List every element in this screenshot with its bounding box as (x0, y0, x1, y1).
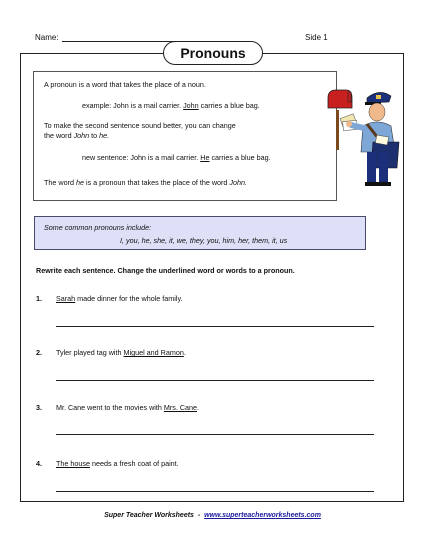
question-3-underlined: Mrs. Cane (163, 403, 198, 412)
conclusion-text (44, 178, 247, 187)
question-1-number: 1. (36, 294, 42, 303)
question-3-number: 3. (36, 403, 42, 412)
question-1-after: made dinner for the whole family. (75, 294, 183, 303)
footer (0, 512, 425, 519)
question-3-after: . (197, 403, 200, 412)
question-3-text (56, 403, 199, 412)
question-2-text (56, 348, 186, 357)
conclusion-italic-he: he (75, 178, 84, 187)
question-2-after: . (183, 348, 186, 357)
example-sentence (82, 101, 260, 110)
question-1-text (56, 294, 183, 303)
answer-line-2[interactable] (56, 380, 374, 381)
question-4-after: needs a fresh coat of paint. (89, 459, 179, 468)
new-suffix: carries a blue bag. (209, 153, 271, 162)
improve-line-2 (44, 131, 109, 140)
footer-separator: - (193, 512, 205, 519)
conclusion-a: The word (44, 178, 76, 187)
example-underlined: John (183, 101, 199, 110)
footer-url-link[interactable]: www.superteacherworksheets.com (204, 512, 321, 519)
question-4-number: 4. (36, 459, 42, 468)
question-2-before: Tyler played tag with (56, 348, 124, 357)
question-2-number: 2. (36, 348, 42, 357)
question-1-underlined: Sarah (56, 294, 76, 303)
question-4-underlined: The house (56, 459, 90, 468)
improve-italic-he: he. (99, 131, 110, 140)
common-pronouns-list: I, you, he, she, it, we, they, you, him, her, them, it, us (120, 236, 288, 245)
improve-text-b: to (89, 131, 100, 140)
question-3-before: Mr. Cane went to the movies with (56, 403, 164, 412)
page-title-text: Pronouns (180, 45, 246, 61)
common-pronouns-heading: Some common pronouns include: (44, 223, 152, 232)
question-4-text (56, 459, 179, 468)
answer-line-3[interactable] (56, 434, 374, 435)
new-prefix: new sentence: John is a mail carrier. (82, 153, 201, 162)
example-suffix: carries a blue bag. (198, 101, 260, 110)
mail-carrier-illustration (327, 86, 405, 190)
answer-line-1[interactable] (56, 326, 374, 327)
new-underlined: He (200, 153, 210, 162)
improve-line-1: To make the second sentence sound better, you can change (44, 121, 236, 130)
page-title (163, 41, 263, 65)
question-2-underlined: Miguel and Ramon (123, 348, 184, 357)
example-prefix: example: John is a mail carrier. (82, 101, 184, 110)
side-label: Side 1 (305, 33, 328, 42)
improve-italic-john: John (73, 131, 90, 140)
definition-text: A pronoun is a word that takes the place of a noun. (44, 80, 206, 89)
answer-line-4[interactable] (56, 491, 374, 492)
conclusion-b: is a pronoun that takes the place of the word (83, 178, 230, 187)
footer-brand: Super Teacher Worksheets (104, 512, 194, 519)
improve-text-a: the word (44, 131, 74, 140)
name-label: Name: (35, 33, 59, 42)
new-sentence (82, 153, 271, 162)
instructions: Rewrite each sentence. Change the underlined word or words to a pronoun. (36, 266, 295, 275)
conclusion-italic-john: John. (229, 178, 248, 187)
